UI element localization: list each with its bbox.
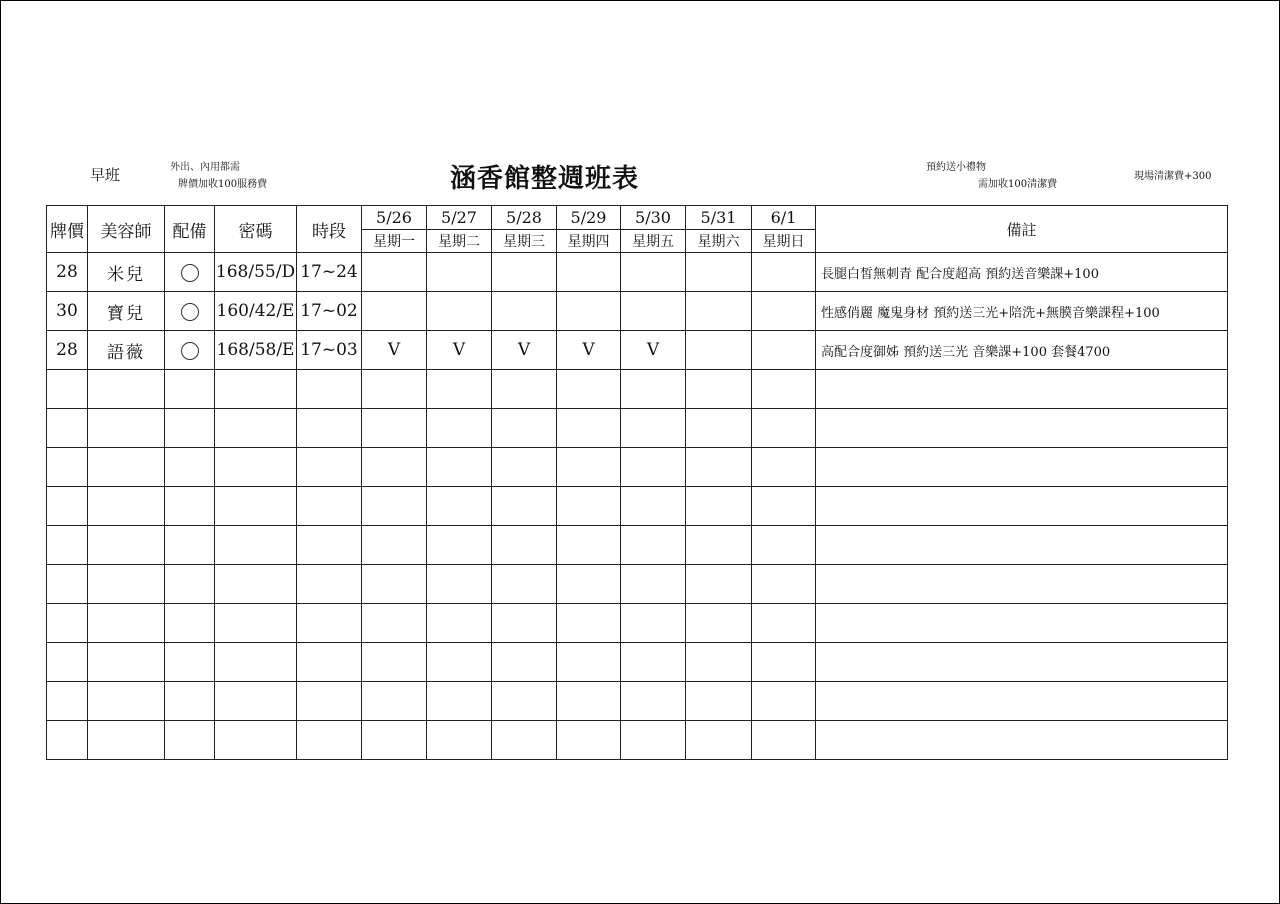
empty-row [47, 565, 1228, 604]
empty-row [47, 721, 1228, 760]
col-header-date: 5/26 [362, 206, 427, 230]
shift-label: 早班 [90, 166, 121, 184]
day-cell [557, 292, 621, 331]
price-cell: 28 [47, 253, 88, 292]
col-header-weekday: 星期四 [557, 230, 621, 253]
time-cell: 17~24 [297, 253, 362, 292]
day-cell [752, 331, 816, 370]
col-header-weekday: 星期五 [621, 230, 686, 253]
booking-gift-note: 預約送小禮物 [926, 162, 986, 173]
day-cell: V [557, 331, 621, 370]
day-cell [362, 292, 427, 331]
remark-cell: 性感俏麗 魔鬼身材 預約送三光+陪洗+無膜音樂課程+100 [816, 292, 1228, 331]
remark-cell: 長腿白皙無刺青 配合度超高 預約送音樂課+100 [816, 253, 1228, 292]
col-header-date: 5/29 [557, 206, 621, 230]
day-cell: V [492, 331, 557, 370]
col-header-code: 密碼 [215, 206, 297, 253]
day-cell: V [427, 331, 492, 370]
table-row [47, 292, 1228, 331]
service-fee-note-line1: 外出、內用都需 [170, 162, 240, 173]
day-cell [492, 253, 557, 292]
equip-cell [165, 292, 215, 331]
empty-row [47, 487, 1228, 526]
empty-row [47, 604, 1228, 643]
circle-icon [181, 264, 199, 282]
empty-row [47, 682, 1228, 721]
cleaning-fee-note: 需加收100清潔費 [978, 179, 1058, 190]
equip-cell [165, 253, 215, 292]
empty-row [47, 643, 1228, 682]
col-header-remark: 備註 [816, 206, 1228, 253]
col-header-date: 6/1 [752, 206, 816, 230]
col-header-date: 5/27 [427, 206, 492, 230]
col-header-weekday: 星期日 [752, 230, 816, 253]
col-header-weekday: 星期六 [686, 230, 752, 253]
day-cell [686, 253, 752, 292]
circle-icon [181, 342, 199, 360]
empty-row [47, 409, 1228, 448]
col-header-equip: 配備 [165, 206, 215, 253]
day-cell [621, 253, 686, 292]
day-cell: V [362, 331, 427, 370]
price-cell: 28 [47, 331, 88, 370]
day-cell [492, 292, 557, 331]
price-cell: 30 [47, 292, 88, 331]
empty-row [47, 526, 1228, 565]
schedule-table [46, 205, 1228, 760]
time-cell: 17~03 [297, 331, 362, 370]
day-cell [752, 253, 816, 292]
stylist-name-cell: 語薇 [88, 331, 165, 370]
day-cell: V [621, 331, 686, 370]
day-cell [557, 253, 621, 292]
col-header-weekday: 星期三 [492, 230, 557, 253]
day-cell [427, 253, 492, 292]
col-header-time: 時段 [297, 206, 362, 253]
stylist-name-cell: 寶兒 [88, 292, 165, 331]
col-header-date: 5/31 [686, 206, 752, 230]
code-cell: 168/58/E [215, 331, 297, 370]
day-cell [362, 253, 427, 292]
page-title: 涵香館整週班表 [450, 164, 640, 194]
col-header-date: 5/28 [492, 206, 557, 230]
code-cell: 160/42/E [215, 292, 297, 331]
table-row [47, 253, 1228, 292]
table-row [47, 331, 1228, 370]
service-fee-note-line2: 牌價加收100服務費 [178, 179, 268, 190]
col-header-weekday: 星期一 [362, 230, 427, 253]
empty-row [47, 448, 1228, 487]
day-cell [686, 292, 752, 331]
time-cell: 17~02 [297, 292, 362, 331]
stylist-name-cell: 米兒 [88, 253, 165, 292]
col-header-price: 牌價 [47, 206, 88, 253]
onsite-cleaning-fee-note: 現場清潔費+300 [1134, 171, 1212, 182]
day-cell [686, 331, 752, 370]
day-cell [621, 292, 686, 331]
empty-row [47, 370, 1228, 409]
col-header-weekday: 星期二 [427, 230, 492, 253]
col-header-stylist: 美容師 [88, 206, 165, 253]
equip-cell [165, 331, 215, 370]
col-header-date: 5/30 [621, 206, 686, 230]
day-cell [427, 292, 492, 331]
remark-cell: 高配合度御姊 預約送三光 音樂課+100 套餐4700 [816, 331, 1228, 370]
circle-icon [181, 303, 199, 321]
day-cell [752, 292, 816, 331]
code-cell: 168/55/D [215, 253, 297, 292]
